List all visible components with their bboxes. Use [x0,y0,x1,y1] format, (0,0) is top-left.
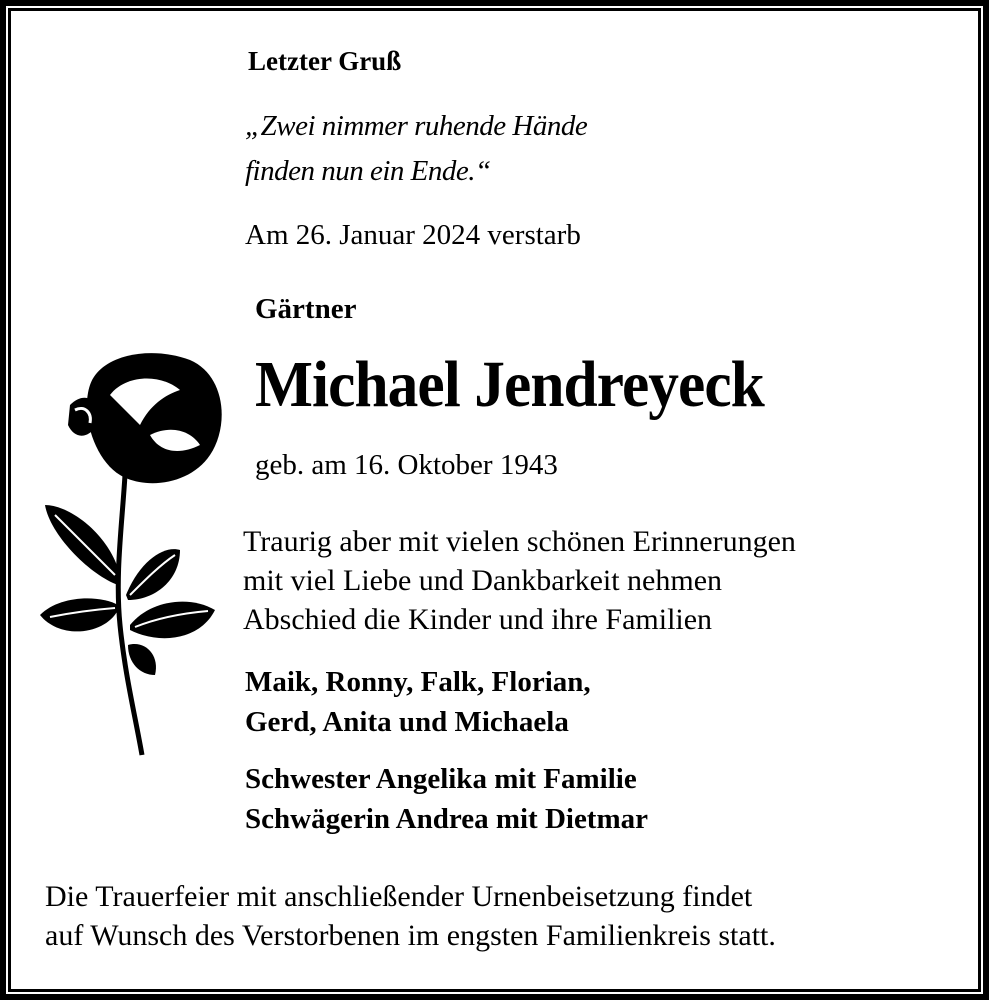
family-relatives-line-1: Schwester Angelika mit Familie [245,763,637,795]
funeral-note-line-1: Die Trauerfeier mit anschließender Urnenbeisetzung findet [45,880,753,913]
funeral-note-line-2: auf Wunsch des Verstorbenen im engsten Familienkreis statt. [45,919,776,952]
message-line-1: Traurig aber mit vielen schönen Erinnerungen [243,525,796,558]
rose-icon [30,345,230,765]
birth-line: geb. am 16. Oktober 1943 [255,449,558,481]
death-line: Am 26. Januar 2024 verstarb [245,219,581,251]
heading: Letzter Gruß [248,46,402,76]
deceased-name: Michael Jendreyeck [255,348,764,421]
occupation: Gärtner [255,293,357,325]
family-children-line-2: Gerd, Anita und Michaela [245,706,569,738]
quote-line-2: finden nun ein Ende.“ [245,155,491,187]
quote-line-1: „Zwei nimmer ruhende Hände [245,110,588,142]
family-children-line-1: Maik, Ronny, Falk, Florian, [245,666,591,698]
family-relatives-line-2: Schwägerin Andrea mit Dietmar [245,803,648,835]
message-line-3: Abschied die Kinder und ihre Familien [243,603,713,636]
message-line-2: mit viel Liebe und Dankbarkeit nehmen [243,564,723,597]
